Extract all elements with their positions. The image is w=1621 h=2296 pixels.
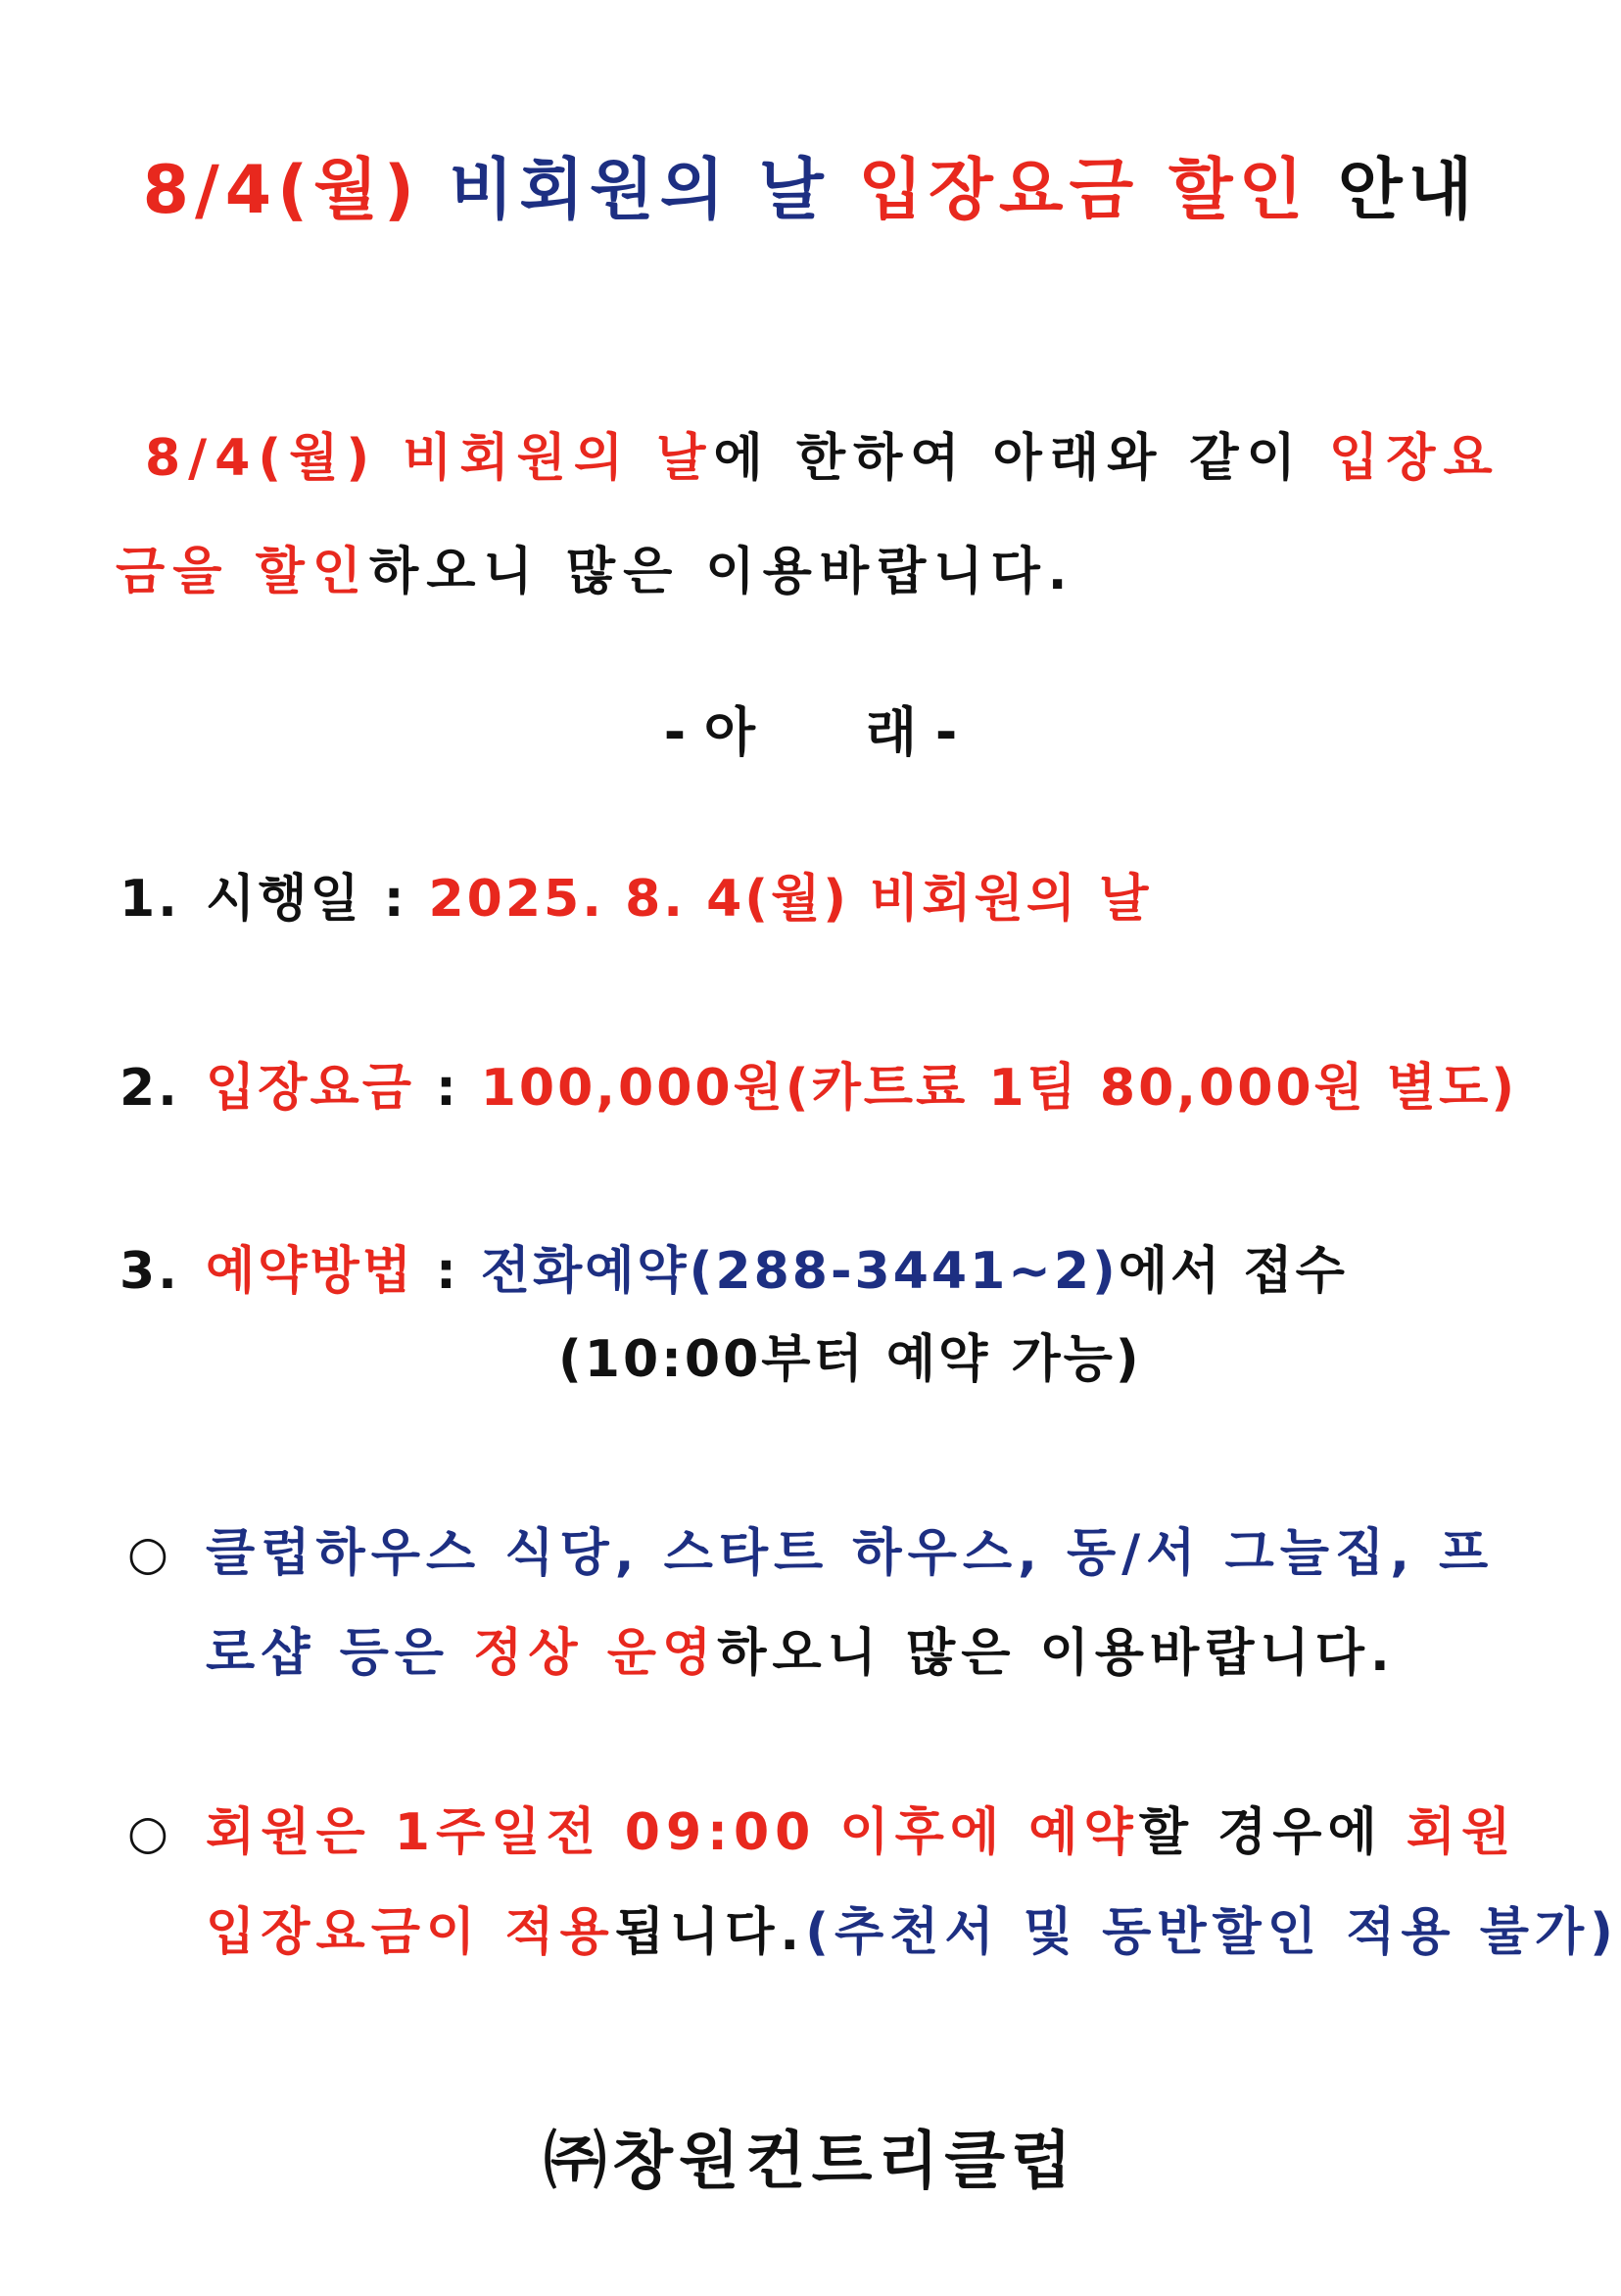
item-admission-fee [119,1046,1517,1120]
item-label: 입장요금 [206,1059,414,1118]
item-label: 시행일 [206,870,362,929]
note-line-1 [206,1504,1518,1603]
note-black-text: 됩니다. [614,1903,806,1962]
item-value: 2025. 8. 4(월) 비회원의 날 [428,870,1152,929]
note-black-text: 에 [1327,1803,1383,1862]
item-label: 예약방법 [206,1242,414,1301]
item-value: 100,000원(카트료 1팀 80,000원 별도) [480,1059,1518,1118]
intro-red-1: 8/4(월) 비회원의 날 [145,429,714,488]
item-separator: : [383,870,407,929]
item-value-receipt: 에서 접수 [1118,1242,1348,1301]
note-blue-text: 로샵 등은 [206,1624,451,1683]
page-title [0,137,1621,232]
item-reservation-note: (10:00부터 예약 가능) [558,1330,1142,1389]
intro-red-3: 금을 할인 [116,543,370,601]
note-line-2 [206,1603,1518,1703]
note-blue-text: 클럽하우스 식당, 스타트 하우스, 동/서 그늘집, 프 [206,1524,1495,1583]
section-heading: - 아 래 - [663,701,958,763]
title-date: 8/4(월) [142,152,420,229]
item-number: 1. [119,870,180,929]
intro-black-2: 하오니 많은 이용바랍니다. [369,543,1075,601]
item-value-phone: 전화예약(288-3441~2) [480,1242,1119,1301]
item-separator: : [435,1242,459,1301]
intro-red-2: 입장요 [1329,429,1501,488]
intro-line-2 [116,515,1526,629]
note-red-text: 예약 [1028,1803,1139,1862]
title-discount: 입장요금 할인 [858,152,1310,229]
bullet-circle-icon: ○ [127,1805,174,1860]
note-black-text: 할 경우 [1138,1803,1328,1862]
note-blue-text: (추천서 및 동반할인 적용 불가) [805,1903,1619,1962]
note-red-text: 정상 운영 [473,1624,718,1683]
title-notice: 안내 [1337,152,1479,229]
note-line-1 [206,1783,1518,1883]
company-name: ㈜창원컨트리클럽 [544,2126,1077,2198]
intro-black-1: 에 한하여 아래와 같이 [713,429,1304,488]
note-red-text: 회원은 1주일전 09:00 이후에 [206,1803,1006,1862]
item-separator: : [435,1059,459,1118]
note-red-text: 입장요금이 적용 [206,1903,615,1962]
item-implementation-date [119,857,1151,931]
item-number: 3. [119,1242,180,1301]
note-black-text: 하오니 많은 이용바랍니다. [717,1624,1396,1683]
note-red-text: 회원 [1406,1803,1517,1862]
title-nonmember-day: 비회원의 날 [449,152,830,229]
item-reservation-method [119,1229,1348,1303]
note-facilities [127,1504,1518,1703]
note-line-2 [206,1883,1619,1983]
intro-line-1 [116,402,1526,515]
intro-paragraph [116,402,1526,629]
item-number: 2. [119,1059,180,1118]
note-member-fee [127,1783,1619,1983]
bullet-circle-icon: ○ [127,1526,174,1581]
